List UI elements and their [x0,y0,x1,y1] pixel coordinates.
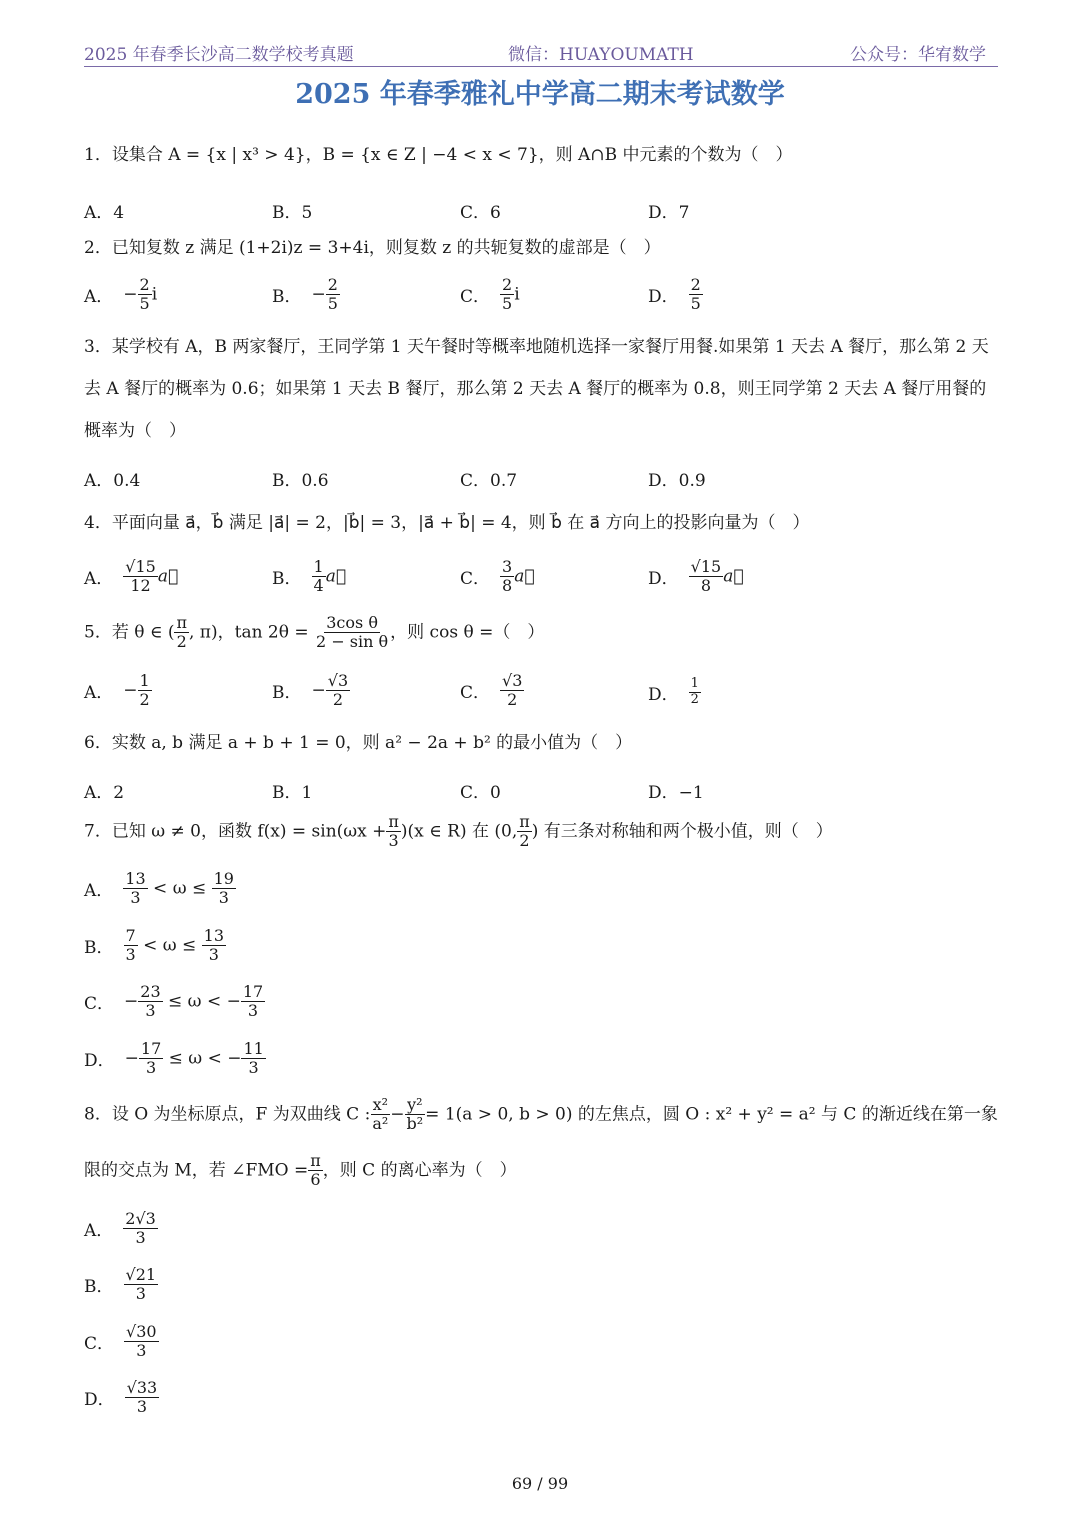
question-6: 6．实数 a, b 满足 a + b + 1 = 0，则 a² − 2a + b² 的最小值为（ ） [84,733,633,753]
q8-option-d: D． $\frac{√33}{3}$ [84,1378,158,1417]
header-left: 2025 年春季长沙高二数学校考真题 [84,45,354,65]
q3-option-b: B．0.6 [272,471,329,491]
q8-option-b: B． $\frac{√21}{3}$ [84,1265,157,1304]
q3-option-d: D．0.9 [648,471,706,491]
question-5: 5．若 θ ∈ ( $\frac{\pi}{2}$ , π)，tan 2θ = $\frac{\text{3cos θ}}{\text{2 − sin θ}}$ ，则 cos θ =（ ） [84,613,545,652]
q7-option-d: D． − $\frac{17}{3}$ ≤ ω < − $\frac{11}{3}$ [84,1039,264,1078]
q1-option-b: B．5 [272,203,313,223]
q6-option-d: D．−1 [648,783,704,803]
q4-option-a: A． $\frac{√15}{12}$ a⃗ [84,557,179,596]
q4-option-d: D． $\frac{√15}{8}$ a⃗ [648,557,744,596]
page-header [84,38,998,67]
q7-option-a: A． $\frac{13}{3}$ < ω ≤ $\frac{19}{3}$ [84,869,234,908]
q5-option-a: A． − $\frac{1}{2}$ [84,671,150,710]
q2-option-d: D． $\frac{2}{5}$ [648,275,701,314]
q5-option-b: B． − $\frac{√3}{2}$ [272,671,349,710]
question-2: 2．已知复数 z 满足 (1+2i)z = 3+4i，则复数 z 的共轭复数的虚部是（ ） [84,238,661,258]
page-title: 2025 年春季雅礼中学高二期末考试数学 [295,79,785,110]
q6-option-a: A．2 [84,783,125,803]
q1-option-c: C．6 [460,203,501,223]
q2-option-a: A． − $\frac{2}{5}$ i [84,275,158,314]
q4-option-b: B． $\frac{1}{4}$ a⃗ [272,557,347,596]
question-8: 8．设 O 为坐标原点，F 为双曲线 C : $\frac{\text{x²}}{\text{a²}}$ − $\frac{\text{y²}}{\text{b²}}$ = 1(a > 0, b > 0) 的左焦点，圆 O : x² + y² = a² 与 C 的渐近线在第一象 [84,1095,998,1134]
q8-option-c: C． $\frac{√30}{3}$ [84,1322,157,1361]
question-7: 7．已知 ω ≠ 0，函数 f(x) = sin(ωx + $\frac{\pi}{3}$ )(x ∈ R) 在 (0, $\frac{\pi}{2}$ ) 有三条对称轴和两个极小值，则（ ） [84,812,833,851]
q5-option-c: C． $\frac{√3}{2}$ [460,671,523,710]
q1-option-d: D．7 [648,203,690,223]
q3-option-c: C．0.7 [460,471,518,491]
q6-option-b: B．1 [272,783,313,803]
question-4: 4．平面向量 a⃗，b⃗ 满足 |a⃗| = 2，|b⃗| = 3，|a⃗ + b⃗| = 4，则 b⃗ 在 a⃗ 方向上的投影向量为（ ） [84,513,810,533]
q4-option-c: C． $\frac{3}{8}$ a⃗ [460,557,535,596]
q5-option-d: D． $\frac{1}{2}$ [648,676,699,707]
question-1: 1．设集合 A = {x | x³ > 4}，B = {x ∈ Z | −4 < x < 7}，则 A∩B 中元素的个数为（ ） [84,145,793,165]
q1-option-a: A．4 [84,203,125,223]
q3-option-a: A．0.4 [84,471,141,491]
header-center: 微信：HUAYOUMATH [508,45,694,65]
q2-option-c: C． $\frac{2}{5}$ i [460,275,520,314]
question-8-line-2: 限的交点为 M，若 ∠FMO = $\frac{\pi}{6}$ ，则 C 的离心率为（ ） [84,1151,517,1190]
q8-option-a: A． $\frac{2√3}{3}$ [84,1209,156,1248]
q7-option-c: C． − $\frac{23}{3}$ ≤ ω < − $\frac{17}{3}$ [84,982,264,1021]
q7-option-b: B． $\frac{7}{3}$ < ω ≤ $\frac{13}{3}$ [84,926,225,965]
q2-option-b: B． − $\frac{2}{5}$ [272,275,338,314]
q6-option-c: C．0 [460,783,501,803]
header-right: 公众号：华宥数学 [850,45,986,65]
page-number: 69 / 99 [511,1474,569,1493]
question-3: 3．某学校有 A，B 两家餐厅，王同学第 1 天午餐时等概率地随机选择一家餐厅用餐.如果第 1 天去 A 餐厅，那么第 2 天去 A 餐厅的概率为 0.6；如果第 1 天去 B 餐厅，那么第 2 天去 A 餐厅的概率为 0.8，则王同学第 2 天去 A 餐厅用餐的概率为（ ） [84,337,989,441]
